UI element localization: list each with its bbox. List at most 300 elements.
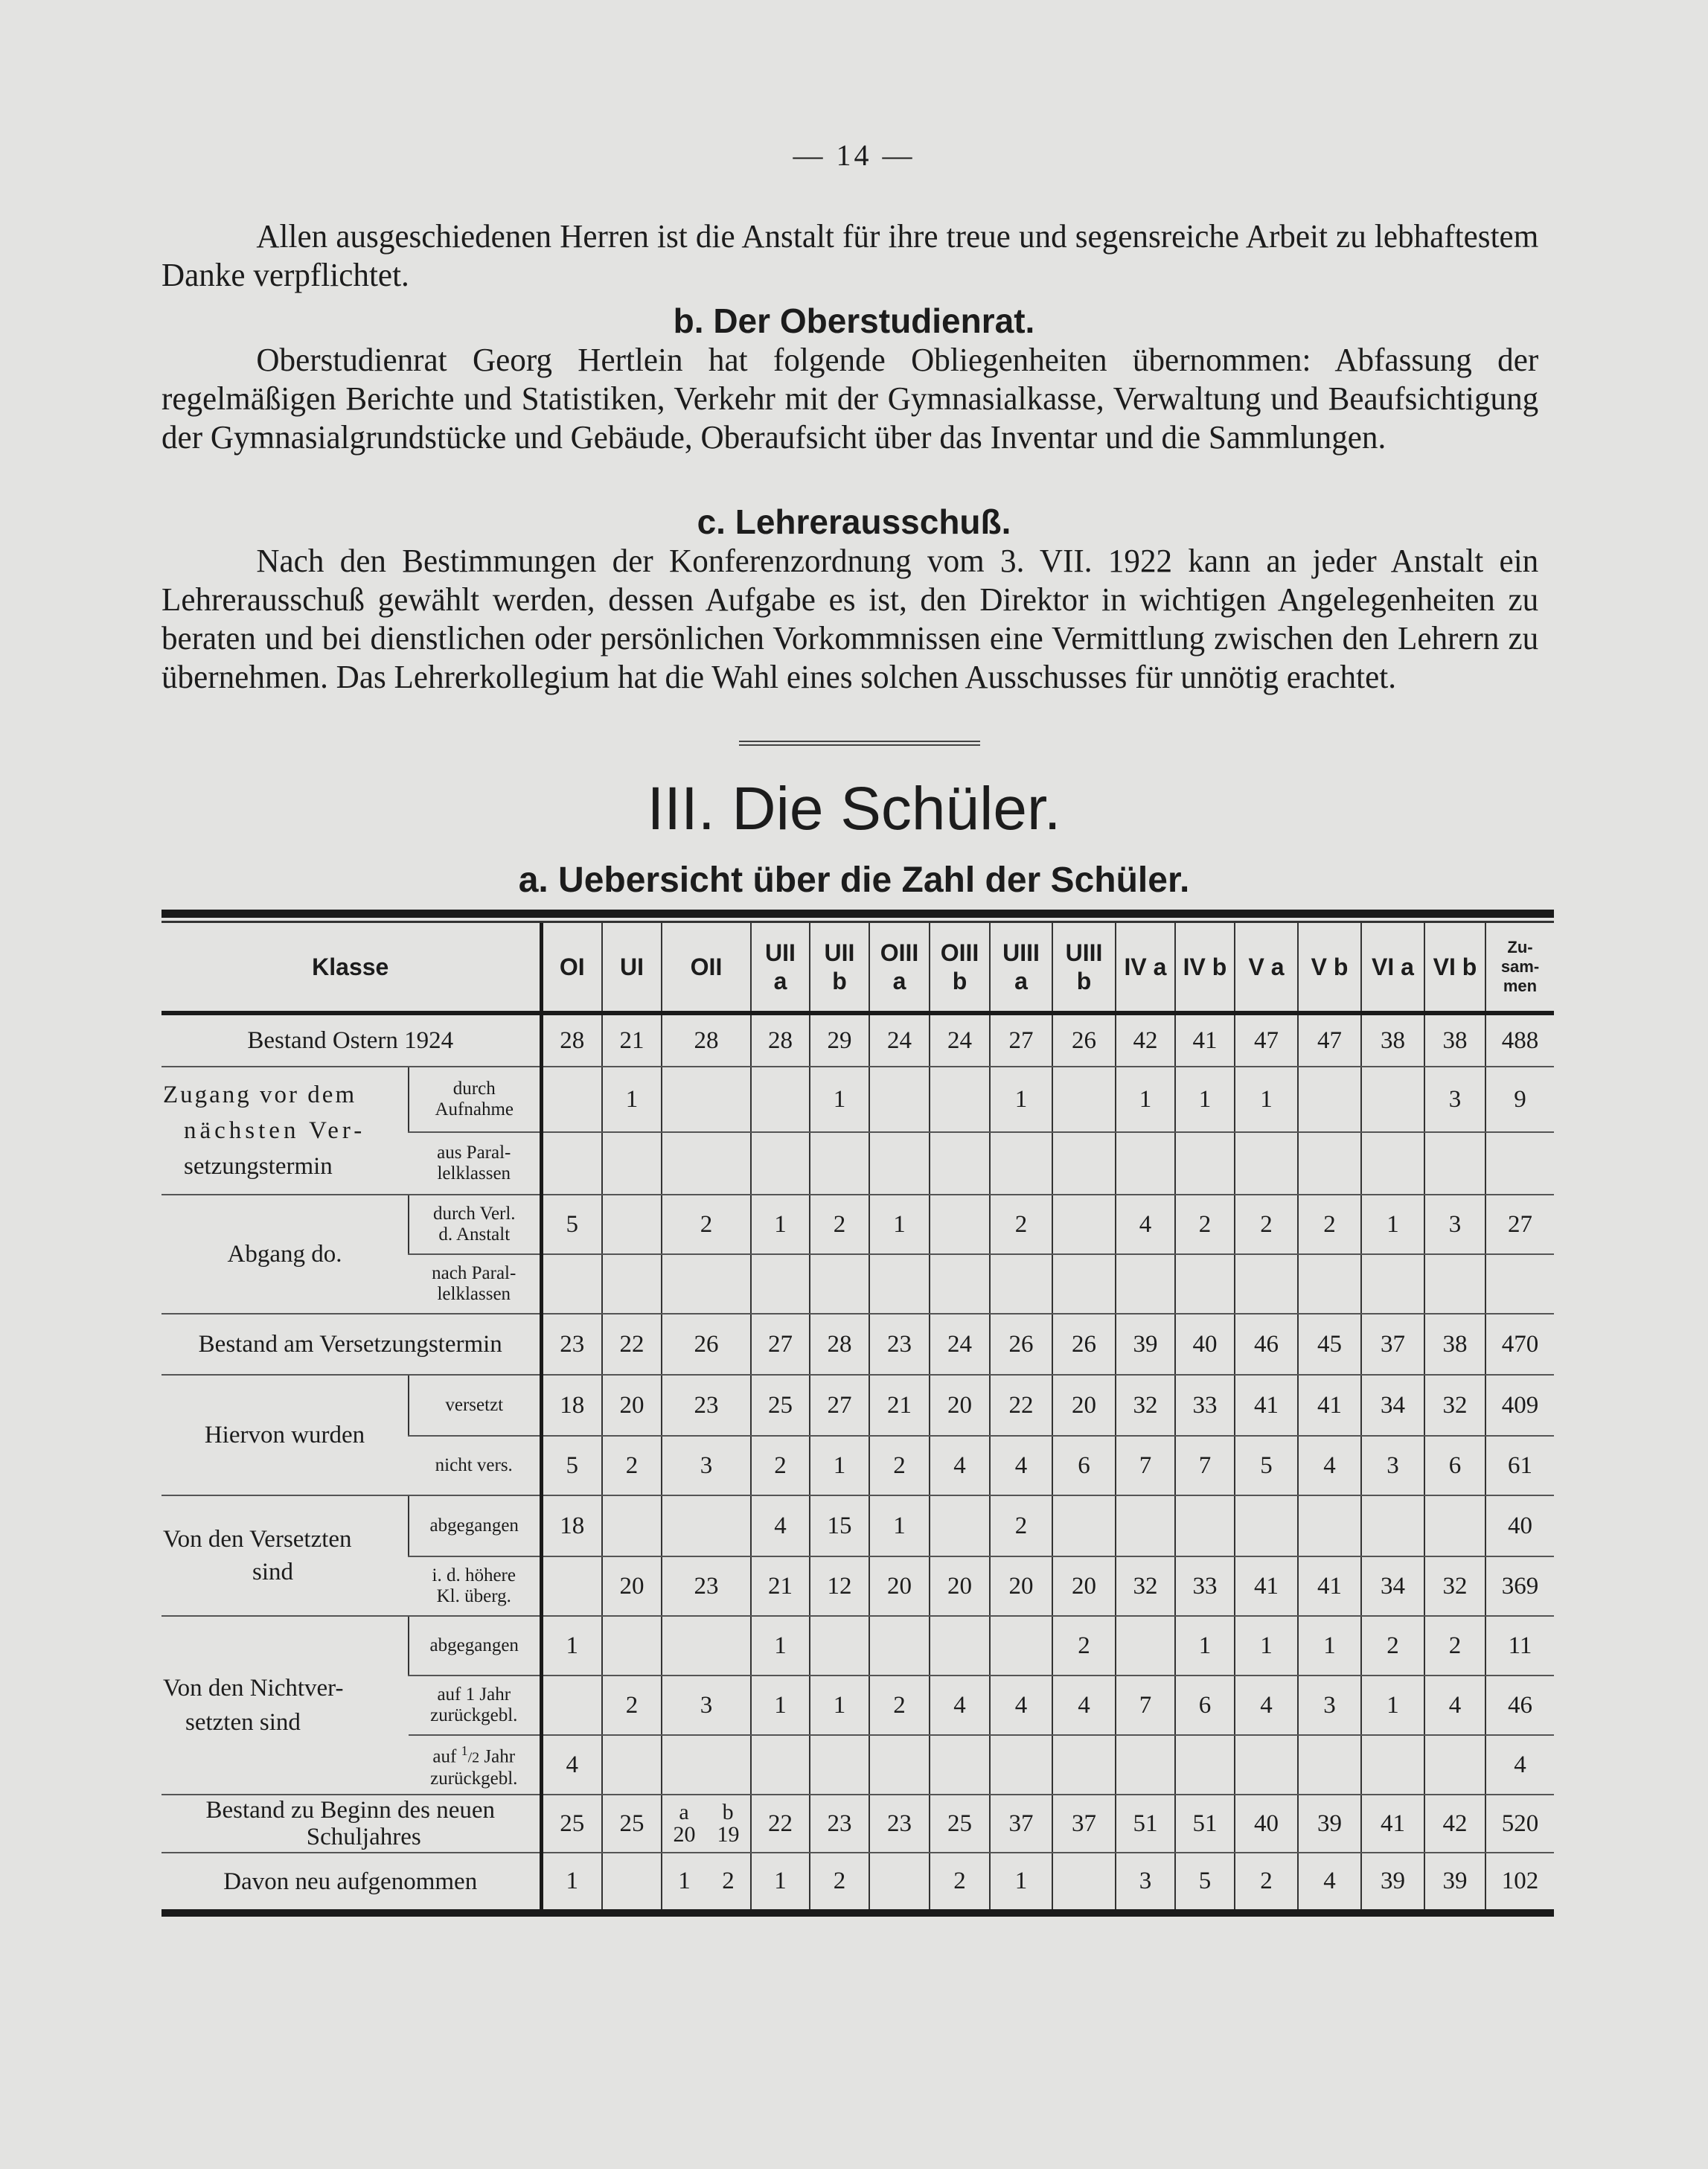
cell: 4 (541, 1735, 602, 1795)
cell: 23 (541, 1314, 602, 1375)
cell: 45 (1298, 1314, 1361, 1375)
cell (1361, 1132, 1424, 1195)
cell: 40 (1485, 1495, 1554, 1556)
cell: 2 (810, 1195, 869, 1254)
cell: 2 (869, 1436, 930, 1495)
table-row-bestand-beginn (161, 1795, 1554, 1853)
cell (930, 1132, 990, 1195)
cell: 38 (1424, 1013, 1485, 1067)
cell (1175, 1132, 1235, 1195)
cell: 38 (1361, 1013, 1424, 1067)
cell (1298, 1067, 1361, 1132)
cell (810, 1132, 869, 1195)
cell (1052, 1495, 1116, 1556)
cell (930, 1616, 990, 1676)
cell: 21 (751, 1556, 810, 1616)
cell: 2 (810, 1853, 869, 1909)
group-label-abgang: Abgang do. (161, 1195, 409, 1314)
cell-oii-split: a b 20 19 (662, 1795, 751, 1853)
cell: 51 (1175, 1795, 1235, 1853)
table-row-versetzt (161, 1375, 1554, 1436)
cell (1175, 1495, 1235, 1556)
cell: 4 (1052, 1676, 1116, 1735)
header-col-uiiib: UIII b (1052, 923, 1116, 1013)
cell: 2 (869, 1676, 930, 1735)
cell: 4 (1298, 1853, 1361, 1909)
header-col-uiiia: UIII a (990, 923, 1052, 1013)
header-col-oii: OII (662, 923, 751, 1013)
cell: 5 (1235, 1436, 1298, 1495)
cell: 2 (662, 1195, 751, 1254)
group-label-zugang: Zugang vor dem nächsten Ver- setzungstermin (161, 1067, 409, 1195)
header-col-ui: UI (602, 923, 662, 1013)
cell: 24 (930, 1013, 990, 1067)
cell (869, 1067, 930, 1132)
cell (1361, 1735, 1424, 1795)
cell: 1 (1361, 1195, 1424, 1254)
cell (869, 1853, 930, 1909)
cell: 20 (602, 1375, 662, 1436)
cell: 369 (1485, 1556, 1554, 1616)
cell: 37 (1052, 1795, 1116, 1853)
cell: 21 (602, 1013, 662, 1067)
cell (751, 1132, 810, 1195)
cell: 28 (541, 1013, 602, 1067)
cell: 7 (1175, 1436, 1235, 1495)
cell: 4 (930, 1436, 990, 1495)
cell: 4 (930, 1676, 990, 1735)
cell: 25 (541, 1795, 602, 1853)
cell (869, 1132, 930, 1195)
cell (1052, 1132, 1116, 1195)
cell: 4 (990, 1676, 1052, 1735)
cell: 20 (1052, 1375, 1116, 1436)
cell: 21 (869, 1375, 930, 1436)
cell: 28 (751, 1013, 810, 1067)
sub-label: durch Aufnahme (409, 1067, 541, 1132)
cell (662, 1067, 751, 1132)
cell: 2 (1235, 1853, 1298, 1909)
group-label-hiervon: Hiervon wurden (161, 1375, 409, 1495)
section-divider (739, 741, 980, 746)
paragraph-lehrerausschuss: Nach den Bestimmungen der Konferenzordnung vom 3. VII. 1922 kann an jeder Anstalt ein Lehrerausschuß gewählt werden, dessen Aufgabe es ist, den Direktor in wichtigen Angelegenheiten zu beraten und bei dienstlichen oder persönlichen Vorkommnissen eine Vermittlung zwischen den Lehrern zu übernehmen. Das Lehrerkollegium hat die Wahl eines solchen Ausschusses für unnötig erachtet. (161, 543, 1539, 695)
cell: 2 (1361, 1616, 1424, 1676)
cell: 470 (1485, 1314, 1554, 1375)
cell: 1 (1361, 1676, 1424, 1735)
group-label-versetzten: Von den Versetzten sind (161, 1495, 409, 1616)
cell: 409 (1485, 1375, 1554, 1436)
cell (1175, 1254, 1235, 1314)
table-row-bestand-ostern (161, 1013, 1554, 1067)
cell: 11 (1485, 1616, 1554, 1676)
cell: 22 (751, 1795, 810, 1853)
cell: 1 (990, 1853, 1052, 1909)
header-col-oi: OI (541, 923, 602, 1013)
cell: 24 (869, 1013, 930, 1067)
cell: 42 (1116, 1013, 1175, 1067)
cell: 34 (1361, 1556, 1424, 1616)
sub-label: auf 1 Jahr zurückgebl. (409, 1676, 541, 1735)
cell: 41 (1235, 1556, 1298, 1616)
cell: 42 (1424, 1795, 1485, 1853)
cell: 6 (1175, 1676, 1235, 1735)
cell: 4 (990, 1436, 1052, 1495)
cell: 20 (930, 1556, 990, 1616)
header-col-via: VI a (1361, 923, 1424, 1013)
cell (930, 1195, 990, 1254)
cell-oii-split: 1 2 (662, 1853, 751, 1909)
cell (751, 1735, 810, 1795)
cell (662, 1254, 751, 1314)
cell (602, 1132, 662, 1195)
heading-lehrerausschuss: c. Lehrerausschuß. (697, 502, 1011, 541)
cell: 1 (602, 1067, 662, 1132)
header-col-uiia: UII a (751, 923, 810, 1013)
cell: 25 (930, 1795, 990, 1853)
cell: 18 (541, 1375, 602, 1436)
cell (990, 1132, 1052, 1195)
cell: 34 (1361, 1375, 1424, 1436)
cell (1424, 1254, 1485, 1314)
cell (990, 1616, 1052, 1676)
cell (1298, 1735, 1361, 1795)
cell: 15 (810, 1495, 869, 1556)
cell: 4 (751, 1495, 810, 1556)
cell: 27 (751, 1314, 810, 1375)
cell: 28 (662, 1013, 751, 1067)
cell (1052, 1067, 1116, 1132)
cell (751, 1254, 810, 1314)
cell: 4 (1485, 1735, 1554, 1795)
cell (930, 1735, 990, 1795)
header-col-ivb: IV b (1175, 923, 1235, 1013)
cell: 4 (1235, 1676, 1298, 1735)
cell: 40 (1175, 1314, 1235, 1375)
cell: 1 (869, 1195, 930, 1254)
paragraph-oberstudienrat: Oberstudienrat Georg Hertlein hat folgende Obliegenheiten übernommen: Abfassung der regelmäßigen Berichte und Statistiken, Verkehr mit der Gymnasialkasse, Verwaltung und Beaufsichtigung der Gymnasialgrundstücke und Gebäude, Oberaufsicht über das Inventar und die Sammlungen. (161, 342, 1539, 456)
sub-label: aus Paral- lelklassen (409, 1132, 541, 1195)
cell: 20 (1052, 1556, 1116, 1616)
table-row-nichtversetzte-abgegangen (161, 1616, 1554, 1676)
header-col-oiiia: OIII a (869, 923, 930, 1013)
cell (1116, 1132, 1175, 1195)
sub-label: auf $^1$/2 Jahr zurückgebl. (409, 1735, 541, 1795)
cell: 2 (990, 1495, 1052, 1556)
heading-oberstudienrat: b. Der Oberstudienrat. (673, 301, 1035, 340)
cell: 23 (662, 1556, 751, 1616)
cell: 3 (1298, 1676, 1361, 1735)
sub-label: nicht vers. (409, 1436, 541, 1495)
row-label: Bestand am Versetzungstermin (161, 1314, 541, 1375)
cell (1175, 1735, 1235, 1795)
cell (990, 1735, 1052, 1795)
cell (930, 1254, 990, 1314)
cell: 37 (1361, 1314, 1424, 1375)
header-row (161, 923, 1554, 1013)
cell (541, 1676, 602, 1735)
cell: 61 (1485, 1436, 1554, 1495)
cell: 7 (1116, 1676, 1175, 1735)
page-number: — 14 — (793, 138, 915, 172)
cell: 3 (662, 1436, 751, 1495)
cell: 39 (1116, 1314, 1175, 1375)
student-statistics-table (161, 910, 1554, 1917)
cell: 520 (1485, 1795, 1554, 1853)
cell: 4 (1424, 1676, 1485, 1735)
cell (541, 1067, 602, 1132)
cell: 41 (1235, 1375, 1298, 1436)
header-col-vib: VI b (1424, 923, 1485, 1013)
cell: 32 (1116, 1375, 1175, 1436)
cell (1116, 1495, 1175, 1556)
cell (1485, 1254, 1554, 1314)
cell: 2 (602, 1436, 662, 1495)
cell: 5 (541, 1436, 602, 1495)
cell: 39 (1298, 1795, 1361, 1853)
cell: 1 (541, 1616, 602, 1676)
cell (869, 1254, 930, 1314)
cell (930, 1495, 990, 1556)
cell (1235, 1735, 1298, 1795)
chapter-title: III. Die Schüler. (647, 775, 1061, 843)
cell: 3 (1361, 1436, 1424, 1495)
cell (1361, 1067, 1424, 1132)
cell: 1 (1235, 1067, 1298, 1132)
header-col-va: V a (1235, 923, 1298, 1013)
cell: 32 (1424, 1375, 1485, 1436)
header-col-vb: V b (1298, 923, 1361, 1013)
cell (1116, 1254, 1175, 1314)
cell (1298, 1495, 1361, 1556)
cell: 38 (1424, 1314, 1485, 1375)
cell: 27 (810, 1375, 869, 1436)
cell (541, 1132, 602, 1195)
cell: 4 (1116, 1195, 1175, 1254)
cell (1298, 1254, 1361, 1314)
sub-label: i. d. höhere Kl. überg. (409, 1556, 541, 1616)
cell (1116, 1616, 1175, 1676)
cell: 37 (990, 1795, 1052, 1853)
cell: 2 (930, 1853, 990, 1909)
cell: 3 (1424, 1195, 1485, 1254)
cell: 32 (1116, 1556, 1175, 1616)
cell: 102 (1485, 1853, 1554, 1909)
cell (810, 1735, 869, 1795)
cell: 46 (1235, 1314, 1298, 1375)
group-label-nichtversetzten: Von den Nichtver- setzten sind (161, 1616, 409, 1795)
cell (930, 1067, 990, 1132)
cell: 1 (1175, 1616, 1235, 1676)
cell: 5 (1175, 1853, 1235, 1909)
section-title: a. Uebersicht über die Zahl der Schüler. (518, 860, 1190, 900)
cell (662, 1616, 751, 1676)
cell: 3 (662, 1676, 751, 1735)
cell: 1 (751, 1853, 810, 1909)
cell (1298, 1132, 1361, 1195)
cell (662, 1735, 751, 1795)
cell: 26 (1052, 1013, 1116, 1067)
cell (541, 1254, 602, 1314)
row-label: Bestand Ostern 1924 (161, 1013, 541, 1067)
sub-label: nach Paral- lelklassen (409, 1254, 541, 1314)
cell (602, 1254, 662, 1314)
cell: 33 (1175, 1375, 1235, 1436)
cell (1361, 1254, 1424, 1314)
cell: 9 (1485, 1067, 1554, 1132)
table-row-abgang-verlassen (161, 1195, 1554, 1254)
cell (810, 1616, 869, 1676)
cell: 1 (751, 1616, 810, 1676)
cell: 7 (1116, 1436, 1175, 1495)
cell (751, 1067, 810, 1132)
cell (1485, 1132, 1554, 1195)
cell: 4 (1298, 1436, 1361, 1495)
cell: 3 (1116, 1853, 1175, 1909)
cell (1052, 1853, 1116, 1909)
cell (541, 1556, 602, 1616)
header-col-iva: IV a (1116, 923, 1175, 1013)
cell: 22 (990, 1375, 1052, 1436)
cell (1052, 1735, 1116, 1795)
row-label: Bestand zu Beginn des neuen Schuljahres (161, 1795, 541, 1853)
cell: 6 (1424, 1436, 1485, 1495)
cell: 1 (751, 1676, 810, 1735)
cell: 2 (1235, 1195, 1298, 1254)
cell: 41 (1361, 1795, 1424, 1853)
cell (662, 1495, 751, 1556)
cell (1235, 1132, 1298, 1195)
cell: 41 (1298, 1556, 1361, 1616)
cell (1235, 1495, 1298, 1556)
sub-label: durch Verl. d. Anstalt (409, 1195, 541, 1254)
cell: 41 (1175, 1013, 1235, 1067)
cell: 1 (1298, 1616, 1361, 1676)
table-row-zugang-aufnahme (161, 1067, 1554, 1132)
cell (1116, 1735, 1175, 1795)
cell: 1 (810, 1436, 869, 1495)
cell: 18 (541, 1495, 602, 1556)
cell (662, 1132, 751, 1195)
table-row-versetzte-abgegangen (161, 1495, 1554, 1556)
cell (990, 1254, 1052, 1314)
cell: 41 (1298, 1375, 1361, 1436)
cell: 40 (1235, 1795, 1298, 1853)
cell: 488 (1485, 1013, 1554, 1067)
cell: 47 (1298, 1013, 1361, 1067)
cell: 2 (1175, 1195, 1235, 1254)
cell: 46 (1485, 1676, 1554, 1735)
cell: 39 (1424, 1853, 1485, 1909)
cell: 26 (662, 1314, 751, 1375)
cell: 2 (751, 1436, 810, 1495)
cell (1424, 1735, 1485, 1795)
cell (602, 1735, 662, 1795)
cell: 5 (541, 1195, 602, 1254)
cell: 22 (602, 1314, 662, 1375)
cell: 39 (1361, 1853, 1424, 1909)
cell: 23 (662, 1375, 751, 1436)
cell: 2 (990, 1195, 1052, 1254)
cell: 29 (810, 1013, 869, 1067)
cell: 3 (1424, 1067, 1485, 1132)
cell: 26 (1052, 1314, 1116, 1375)
cell: 20 (990, 1556, 1052, 1616)
cell: 1 (1175, 1067, 1235, 1132)
sub-label: abgegangen (409, 1495, 541, 1556)
cell: 20 (602, 1556, 662, 1616)
cell: 47 (1235, 1013, 1298, 1067)
cell: 1 (990, 1067, 1052, 1132)
cell (602, 1495, 662, 1556)
table-bottom-rule (161, 1909, 1554, 1917)
cell: 2 (1424, 1616, 1485, 1676)
cell (1424, 1495, 1485, 1556)
cell: 1 (1235, 1616, 1298, 1676)
table-row-bestand-versetzung (161, 1314, 1554, 1375)
cell: 20 (930, 1375, 990, 1436)
table-row-neu-aufgenommen (161, 1853, 1554, 1909)
cell (810, 1254, 869, 1314)
row-label: Davon neu aufgenommen (223, 1868, 478, 1895)
cell: 24 (930, 1314, 990, 1375)
header-col-zusammen: Zu- sam- men (1485, 923, 1554, 1013)
cell (1052, 1195, 1116, 1254)
sub-label: versetzt (409, 1375, 541, 1436)
header-col-oiiib: OIII b (930, 923, 990, 1013)
cell: 32 (1424, 1556, 1485, 1616)
cell (602, 1853, 662, 1909)
cell (1052, 1254, 1116, 1314)
cell: 23 (810, 1795, 869, 1853)
cell: 23 (869, 1314, 930, 1375)
cell: 27 (1485, 1195, 1554, 1254)
stats-table (161, 923, 1554, 1909)
cell: 27 (990, 1013, 1052, 1067)
cell: 51 (1116, 1795, 1175, 1853)
cell: 1 (1116, 1067, 1175, 1132)
cell: 1 (810, 1676, 869, 1735)
cell (602, 1195, 662, 1254)
cell: 26 (990, 1314, 1052, 1375)
cell: 12 (810, 1556, 869, 1616)
header-col-uiib: UII b (810, 923, 869, 1013)
cell: 1 (869, 1495, 930, 1556)
cell (869, 1616, 930, 1676)
cell: 2 (1052, 1616, 1116, 1676)
cell: 1 (810, 1067, 869, 1132)
cell (869, 1735, 930, 1795)
cell: 28 (810, 1314, 869, 1375)
sub-label: abgegangen (409, 1616, 541, 1676)
cell (1424, 1132, 1485, 1195)
cell: 6 (1052, 1436, 1116, 1495)
cell (602, 1616, 662, 1676)
cell (1235, 1254, 1298, 1314)
cell: 2 (602, 1676, 662, 1735)
table-top-rule (161, 910, 1554, 918)
cell: 23 (869, 1795, 930, 1853)
cell: 1 (541, 1853, 602, 1909)
paragraph-thanks: Allen ausgeschiedenen Herren ist die Anstalt für ihre treue und segensreiche Arbeit zu lebhaftestem Danke verpflichtet. (161, 218, 1539, 293)
cell: 20 (869, 1556, 930, 1616)
cell: 2 (1298, 1195, 1361, 1254)
cell: 25 (602, 1795, 662, 1853)
cell: 33 (1175, 1556, 1235, 1616)
cell (1361, 1495, 1424, 1556)
cell: 25 (751, 1375, 810, 1436)
header-klasse: Klasse (161, 923, 541, 1013)
cell: 1 (751, 1195, 810, 1254)
